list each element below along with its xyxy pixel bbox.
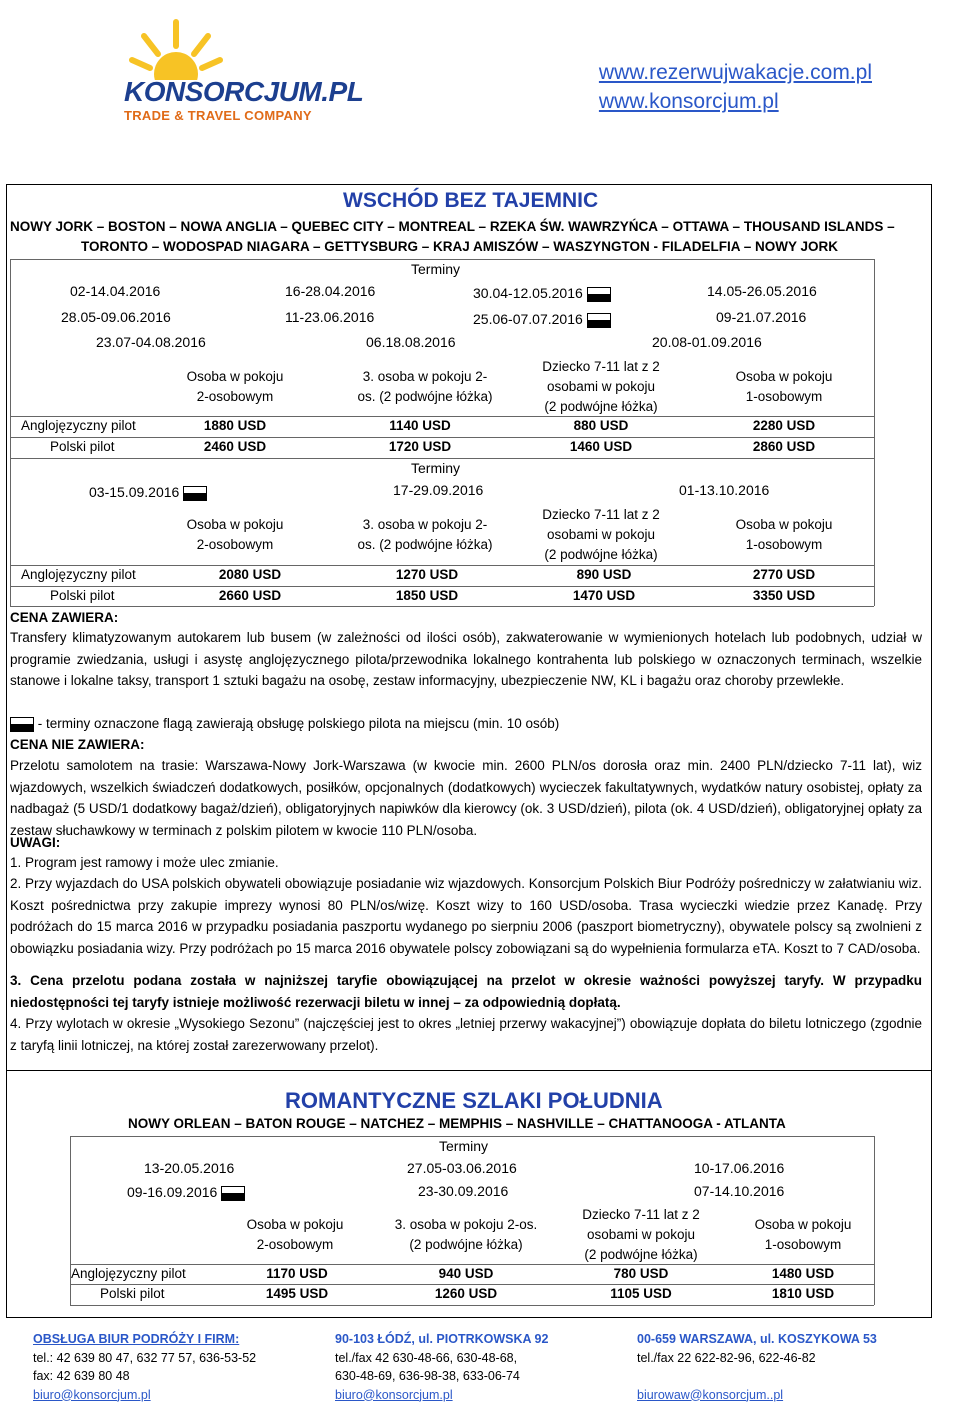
- flag-note: - terminy oznaczone flagą zawierają obsługę polskiego pilota na miejscu (min. 10 osób): [10, 713, 922, 735]
- price-cell: 2860 USD: [752, 439, 816, 454]
- price-cell: 1470 USD: [572, 588, 636, 603]
- row-label-english-pilot: Anglojęzyczny pilot: [21, 567, 136, 582]
- tour1-route-line1: NOWY JORK – BOSTON – NOWA ANGLIA – QUEBEC CITY – MONTREAL – RZEKA ŚW. WAWRZYŃCA – OTTAWA – THOUSAND ISLANDS –: [10, 219, 895, 234]
- price-cell: 1480 USD: [771, 1266, 835, 1281]
- date-item: 30.04-12.05.2016: [473, 285, 611, 302]
- table-rule: [10, 259, 874, 260]
- date-item: 03-15.09.2016: [89, 484, 207, 501]
- date-item: 25.06-07.07.2016: [473, 311, 611, 328]
- footer-fax: fax: 42 639 80 48: [33, 1369, 130, 1383]
- table-rule: [874, 1136, 875, 1305]
- price-cell: 1270 USD: [395, 567, 459, 582]
- col-header-child: Dziecko 7-11 lat z 2 osobami w pokoju (2 podwójne łóżka): [582, 1207, 700, 1262]
- price-cell: 1260 USD: [434, 1286, 498, 1301]
- polish-flag-icon: [587, 313, 611, 328]
- polish-flag-icon: [221, 1186, 245, 1201]
- tour2-route: NOWY ORLEAN – BATON ROUGE – NATCHEZ – MEMPHIS – NASHVILLE – CHATTANOOGA - ATLANTA: [128, 1116, 786, 1131]
- price-cell: 2460 USD: [203, 439, 267, 454]
- footer-lodz-address: 90-103 ŁÓDŹ, ul. PIOTRKOWSKA 92: [335, 1332, 549, 1346]
- logo-tagline: TRADE & TRAVEL COMPANY: [124, 108, 312, 123]
- price-cell: 1170 USD: [266, 1266, 328, 1281]
- col-header-double-room: Osoba w pokoju 2-osobowym: [186, 517, 284, 552]
- polish-flag-icon: [587, 287, 611, 302]
- table-rule: [70, 1136, 874, 1137]
- tour1-terms-label: Terminy: [411, 261, 461, 277]
- table-rule: [70, 1264, 874, 1265]
- polish-flag-icon: [10, 717, 34, 732]
- price-cell: 780 USD: [613, 1266, 669, 1281]
- table-rule: [10, 565, 874, 566]
- note-4: 4. Przy wylotach w okresie „Wysokiego Sezonu” (najczęściej jest to okres „letniej przerwy wakacyjnej”) obowiązuje dopłata do biletu lotniczego (zgodnie z taryfą linii lotniczej, na której został zarezerwowany przelot).: [10, 1016, 922, 1053]
- date-item: 06.18.08.2016: [366, 334, 456, 350]
- price-cell: 940 USD: [438, 1266, 494, 1281]
- table-rule: [10, 437, 874, 438]
- excludes-text: Przelotu samolotem na trasie: Warszawa-Nowy Jork-Warszawa (w kwocie min. 2600 PLN/os dorosła oraz min. 2400 PLN/dziecko 7-11 lat), wiz wjazdowych, wszelkich świadczeń dodatkowych, posiłków, opcjonalnych (dodatkowych) wycieczek fakultatywnych, wydatków natury osobistej, opłaty za nadbagaż (5 USD/1 dodatkowy bagaż/dzień), obligatoryjnych napiwków dla kierowcy (ok. 3 USD/dzień), pilota (ok. 4 USD/dzień), obligatoryjnej opłaty za zestaw słuchawkowy w terminach z polskim pilotem w kwocie 110 PLN/osoba.: [10, 758, 922, 838]
- price-cell: 1720 USD: [388, 439, 452, 454]
- price-cell: 1495 USD: [265, 1286, 329, 1301]
- col-header-third-person: 3. osoba w pokoju 2-os. (2 podwójne łóżka): [394, 1217, 538, 1252]
- excludes-heading: CENA NIE ZAWIERA:: [10, 737, 145, 752]
- tour1-route-line2: TORONTO – WODOSPAD NIAGARA – GETTYSBURG – KRAJ AMISZÓW – WASZYNGTON - FILADELFIA – NOWY JORK: [81, 239, 839, 254]
- col-header-double-room: Osoba w pokoju 2-osobowym: [186, 369, 284, 404]
- date-item: 07-14.10.2016: [694, 1183, 785, 1199]
- note-3: 3. Cena przelotu podana została w najniższej taryfie obowiązującej na przelot w okresie ważności powyższej taryfy. W przypadku niedostępności tej taryfy istnieje możliwość rezerwacji biletu w innej – za odpowiednią dopłatą.: [10, 973, 922, 1010]
- price-cell: 3350 USD: [752, 588, 816, 603]
- date-item: 27.05-03.06.2016: [407, 1160, 517, 1176]
- date-item: 28.05-09.06.2016: [61, 309, 171, 325]
- col-header-single-room: Osoba w pokoju 1-osobowym: [735, 517, 833, 552]
- price-cell: 1850 USD: [395, 588, 459, 603]
- footer-col-warsaw: [637, 1330, 877, 1402]
- row-label-english-pilot: Anglojęzyczny pilot: [71, 1266, 186, 1281]
- url-konsorcjum-link[interactable]: www.konsorcjum.pl: [598, 90, 779, 113]
- url-rezerwujwakacje-link[interactable]: www.rezerwujwakacje.com.pl: [598, 61, 872, 84]
- price-cell: 2660 USD: [218, 588, 282, 603]
- row-label-polish-pilot: Polski pilot: [100, 1286, 165, 1301]
- date-item: 11-23.06.2016: [285, 309, 375, 325]
- col-header-single-room: Osoba w pokoju 1-osobowym: [735, 369, 833, 404]
- tour1-terms-label-2: Terminy: [411, 460, 461, 476]
- date-item: 16-28.04.2016: [285, 283, 376, 299]
- notes-heading: UWAGI:: [10, 835, 61, 850]
- footer-col-lodz: [335, 1330, 548, 1402]
- footer-warsaw-address: 00-659 WARSZAWA, ul. KOSZYKOWA 53: [637, 1332, 877, 1346]
- table-rule: [10, 416, 874, 417]
- price-cell: 2280 USD: [752, 418, 816, 433]
- col-header-third-person: 3. osoba w pokoju 2- os. (2 podwójne łóżka): [357, 517, 493, 552]
- row-label-polish-pilot: Polski pilot: [50, 439, 115, 454]
- table-rule: [10, 586, 874, 587]
- date-item: 23.07-04.08.2016: [96, 334, 206, 350]
- price-cell: 1105 USD: [610, 1286, 672, 1301]
- price-cell: 2080 USD: [218, 567, 282, 582]
- price-cell: 890 USD: [576, 567, 632, 582]
- col-header-child: Dziecko 7-11 lat z 2 osobami w pokoju (2 podwójne łóżka): [542, 507, 660, 562]
- date-item: 13-20.05.2016: [144, 1160, 235, 1176]
- header-links: [599, 58, 872, 116]
- table-rule: [70, 1284, 874, 1285]
- footer-agencies-heading: OBSŁUGA BIUR PODRÓŻY I FIRM:: [33, 1332, 240, 1346]
- col-header-child: Dziecko 7-11 lat z 2 osobami w pokoju (2 podwójne łóżka): [542, 359, 660, 414]
- tour2-terms-label: Terminy: [439, 1138, 489, 1154]
- date-item: 09-21.07.2016: [716, 309, 807, 325]
- includes-text: Transfery klimatyzowanym autokarem lub busem (w zależności od ilości osób), zakwaterowanie w wymienionych hotelach lub podobnych, udział w programie zwiedzania, usługi i asystę anglojęzycznego pilota/przewodnika lokalnego kontrahenta lub polskiego w oznaczonych terminach, wszelkie stanowe i lokalne taksy, transport 1 sztuki bagażu na osobę, zestaw informacyjny, ubezpieczenie NW, KL i bagażu oraz choroby przewlekłe.: [10, 630, 922, 688]
- logo-wordmark: KONSORCJUM.PL: [124, 76, 364, 107]
- date-item: 20.08-01.09.2016: [652, 334, 762, 350]
- date-item: 17-29.09.2016: [393, 482, 484, 498]
- date-item: 02-14.04.2016: [70, 283, 161, 299]
- footer-col-agencies: [33, 1330, 256, 1402]
- sun-logo-icon: [128, 16, 224, 80]
- company-logo: [122, 52, 364, 127]
- footer-phone: tel./fax 22 622-82-96, 622-46-82: [637, 1350, 816, 1365]
- footer-email-link[interactable]: biurowaw@konsorcjum..pl: [637, 1387, 784, 1402]
- date-item: 09-16.09.2016: [127, 1184, 245, 1201]
- tour1-title: WSCHÓD BEZ TAJEMNIC: [343, 189, 599, 212]
- price-cell: 1810 USD: [771, 1286, 835, 1301]
- date-item: 01-13.10.2016: [679, 482, 770, 498]
- note-2: 2. Przy wyjazdach do USA polskich obywateli obowiązuje posiadanie wiz wjazdowych. Konsorcjum Polskich Biur Podróży pośredniczy w załatwianiu wiz. Koszt pośrednictwa przy zakupie imprezy wynosi 80 PLN/os/wizę. Koszt wizy to 160 USD/osoba. Trasa wycieczki wiedzie przez Kanadę. Przy podróżach do 15 marca 2016 w przypadku posiadania paszportu wydanego po sierpniu 2006 (paszport biometryczny), obywatele polscy są zwolnieni z obowiązku posiadania wizy. Przy podróżach po 15 marca 2016 obywatele polscy zobowiązani są do wypełnienia formularza eTA. Koszt to 7 CAD/osoba.: [10, 876, 922, 956]
- footer-phone: 630-48-69, 636-98-38, 633-06-74: [335, 1369, 520, 1383]
- table-rule: [874, 259, 875, 606]
- price-cell: 1880 USD: [203, 418, 267, 433]
- footer-email-link[interactable]: biuro@konsorcjum.pl: [335, 1387, 453, 1402]
- includes-heading: CENA ZAWIERA:: [10, 610, 119, 625]
- table-rule: [10, 458, 874, 459]
- footer-phone: tel.: 42 639 80 47, 632 77 57, 636-53-52: [33, 1350, 257, 1365]
- price-cell: 2770 USD: [752, 567, 816, 582]
- price-cell: 1460 USD: [569, 439, 633, 454]
- date-item: 23-30.09.2016: [418, 1183, 509, 1199]
- price-cell: 1140 USD: [389, 418, 451, 433]
- table-rule: [10, 259, 11, 606]
- col-header-double-room: Osoba w pokoju 2-osobowym: [246, 1217, 344, 1252]
- footer-phone: tel./fax 42 630-48-66, 630-48-68,: [335, 1350, 518, 1365]
- price-cell: 880 USD: [573, 418, 629, 433]
- date-item: 14.05-26.05.2016: [707, 283, 817, 299]
- tour2-title: ROMANTYCZNE SZLAKI POŁUDNIA: [285, 1088, 663, 1113]
- row-label-english-pilot: Anglojęzyczny pilot: [21, 418, 136, 433]
- note-1: 1. Program jest ramowy i może ulec zmianie.: [10, 855, 279, 870]
- col-header-third-person: 3. osoba w pokoju 2- os. (2 podwójne łóżka): [357, 369, 493, 404]
- row-label-polish-pilot: Polski pilot: [50, 588, 115, 603]
- polish-flag-icon: [183, 486, 207, 501]
- col-header-single-room: Osoba w pokoju 1-osobowym: [754, 1217, 852, 1252]
- date-item: 10-17.06.2016: [694, 1160, 785, 1176]
- table-rule: [70, 1305, 874, 1306]
- footer-email-link[interactable]: biuro@konsorcjum.pl: [33, 1387, 151, 1402]
